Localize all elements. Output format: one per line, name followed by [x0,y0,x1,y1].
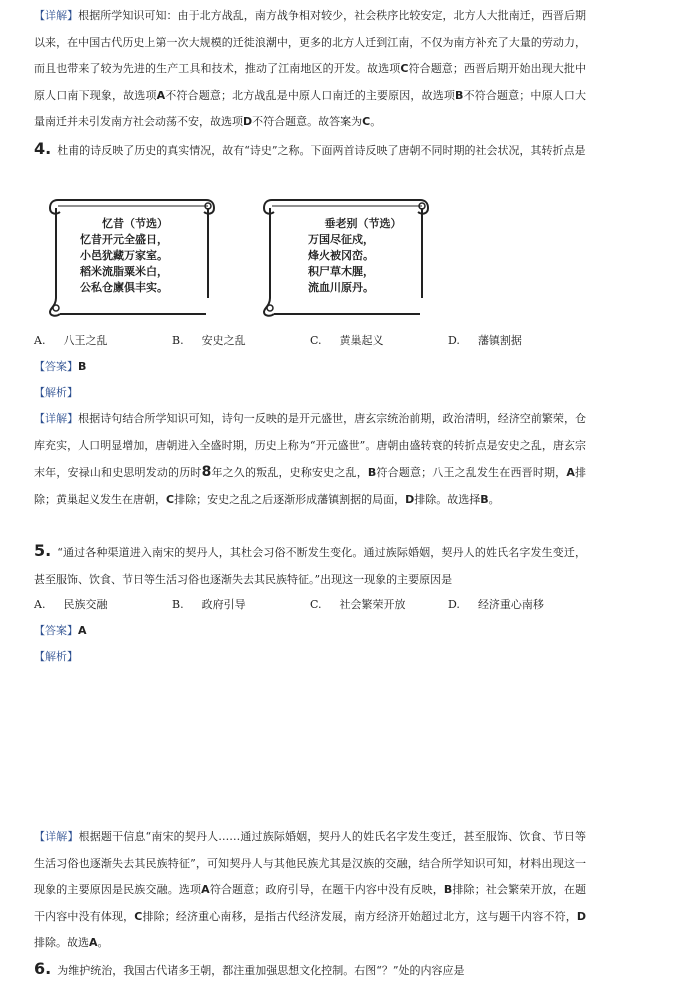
question-number: 6. [34,959,52,978]
poem-scroll-1 [44,190,220,320]
poem-1-line: 忆昔开元全盛日， [80,233,168,246]
poem-1-title: 忆昔（节选） [102,217,168,230]
poem-2-line: 积尸草木腥， [308,265,374,278]
option-a: A. 八王之乱 [34,334,108,347]
answer-value: A [78,624,87,637]
option-a: A. 民族交融 [34,598,108,611]
poem-2-line: 烽火被冈峦。 [308,249,374,262]
analysis-label-q5: 【解析】 [34,650,78,663]
answer-value: B [78,360,87,373]
analysis-label-q4: 【解析】 [34,386,78,399]
poem-2-line: 流血川原丹。 [308,281,374,294]
option-c: C. 黄巢起义 [310,334,384,347]
explain-paragraph-q4: 【详解】根据诗句结合所学知识可知，诗句一反映的是开元盛世，唐玄宗统治前期，政治清明，经济空前繁荣，仓库充实，人口明显增加，唐朝进入全盛时期，历史上称为“开元盛世”。唐朝由盛转衰的转折点是安史之乱，唐玄宗末年，安禄山和史思明发动的历时8年之久的叛乱，史称安史之乱，B符合题意；八王之乱发生在西晋时期，A排除；黄巢起义发生在唐朝，C排除；安史之乱之后逐渐形成藩镇割据的局面，D排除。故选择B。 [34,412,587,506]
answer-line-q4: 【答案】B [34,360,87,373]
option-d: D. 藩镇割据 [448,334,522,347]
poem-1-line: 公私仓廪俱丰实。 [80,281,168,294]
option-b: B. 政府引导 [172,598,246,611]
poem-1-line: 稻米流脂粟米白， [80,265,168,278]
explain-tag: 【详解】 [34,9,79,22]
question-5-stem: 5. “通过各种渠道进入南宋的契丹人，其杜会习俗不断发生变化。通过族际婚姻，契丹人的姓氏名字发生变迁，甚至服饰、饮食、节日等生活习俗也逐渐失去其民族特征。”出现这一现象的主要原因是 [34,541,586,586]
poem-1-line: 小邑犹藏万家室。 [80,249,168,262]
answer-line-q5: 【答案】A [34,624,87,637]
question-number: 4. [34,139,52,158]
poem-2-title: 垂老别（节选） [324,217,402,230]
option-b: B. 安史之乱 [172,334,246,347]
explain-paragraph-q5: 【详解】根据题干信息“南宋的契丹人……通过族际婚姻，契丹人的姓氏名字发生变迁，甚至服饰、饮食、节日等生活习俗也逐渐失去其民族特征”，可知契丹人与其他民族尤其是汉族的交融，结合所学知识可知，材料出现这一现象的主要原因是民族交融。选项A符合题意；政府引导，在题干内容中没有反映，B排除；社会繁荣开放，在题干内容中没有体现，C排除；经济重心南移，是指古代经济发展，南方经济开始超过北方，这与题干内容不符，D排除。故选A。 [34,830,587,949]
poem-2-line: 万国尽征戍， [308,233,374,246]
poem-scroll-2 [258,190,434,320]
question-4-options [34,332,594,352]
option-c: C. 社会繁荣开放 [310,598,406,611]
question-6-stem: 6. 为维护统治，我国古代诸多王朝，都注重加强思想文化控制。右图“？”处的内容应是 [34,959,465,978]
explain-paragraph-q3: 【详解】根据所学知识可知：由于北方战乱，南方战争相对较少，社会秩序比较安定，北方人大批南迁，西晋后期以来，在中国古代历史上第一次大规模的迁徙浪潮中，更多的北方人迁到江南，不仅为南方补充了大量的劳动力，而且也带来了较为先进的生产工具和技术，推动了江南地区的开发。故选项C符合题意；西晋后期开始出现大批中原人口南下现象，故选项A不符合题意；北方战乱是中原人口南迁的主要原因，故选项B不符合题意；中原人口大量南迁并未引发南方社会动荡不安，故选项D不符合题意。故答案为C。 [34,9,587,128]
question-4-stem: 4. 杜甫的诗反映了历史的真实情况，故有“诗史”之称。下面两首诗反映了唐朝不同时期的社会状况，其转折点是 [34,139,586,158]
option-d: D. 经济重心南移 [448,598,544,611]
question-number: 5. [34,541,52,560]
question-5-options [34,596,594,616]
